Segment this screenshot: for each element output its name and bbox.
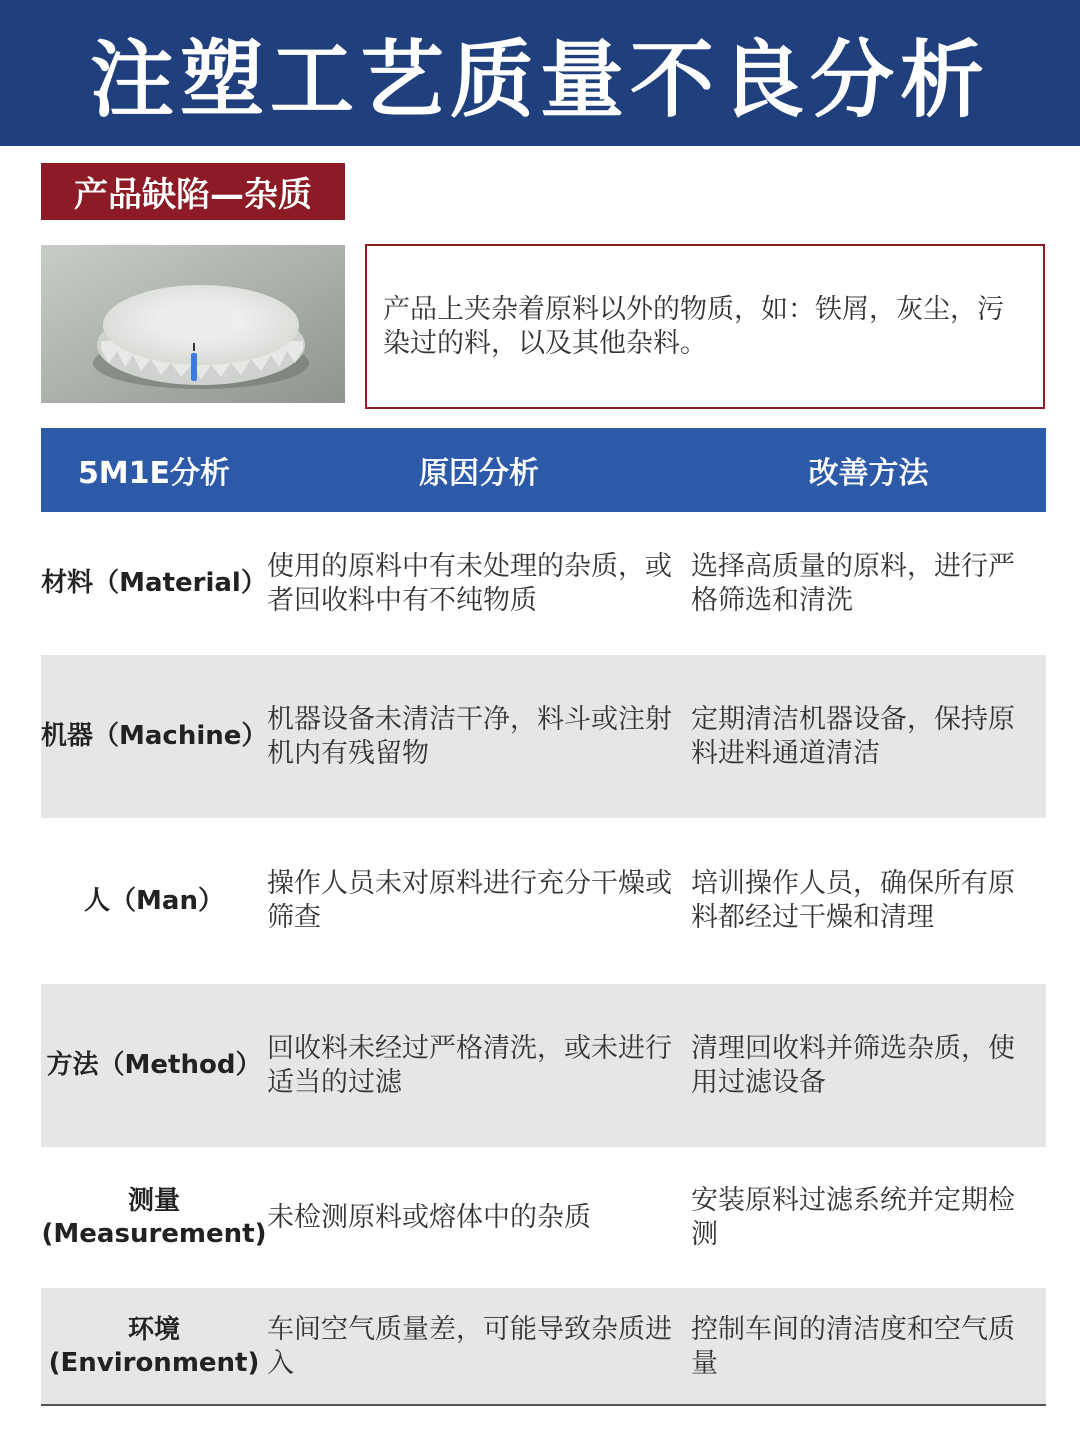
row-category-line1: 测量	[127, 1185, 180, 1216]
defect-tag: 产品缺陷—杂质	[41, 163, 345, 220]
gear-photo-icon	[41, 245, 345, 403]
page-title: 注塑工艺质量不良分析	[89, 30, 990, 129]
product-photo	[41, 245, 345, 403]
row-category-line2: (Measurement)	[41, 1218, 267, 1249]
row-cause: 未检测原料或熔体中的杂质	[267, 1201, 591, 1233]
table-row	[41, 1288, 1046, 1405]
row-category: 机器（Machine）	[41, 721, 268, 751]
row-improvement: 清理回收料并筛选杂质，使用过滤设备	[691, 1032, 1015, 1098]
row-improvement: 培训操作人员，确保所有原料都经过干燥和清理	[691, 868, 1015, 933]
row-category	[41, 1314, 267, 1380]
header-cause: 原因分析	[419, 456, 539, 491]
table-row	[41, 1147, 1046, 1288]
analysis-table	[41, 428, 1046, 1405]
row-improvement: 定期清洁机器设备，保持原料进料通道清洁	[691, 703, 1015, 769]
row-improvement: 安装原料过滤系统并定期检测	[691, 1184, 1015, 1250]
row-category: 材料（Material）	[41, 568, 267, 598]
table-row	[41, 984, 1046, 1147]
row-category: 方法（Method）	[46, 1050, 262, 1080]
header-5m1e: 5M1E分析	[77, 456, 231, 491]
table-header	[41, 428, 1046, 512]
row-category-line1: 环境	[127, 1314, 180, 1345]
defect-description: 产品上夹杂着原料以外的物质，如：铁屑，灰尘，污染过的料，以及其他杂料。	[383, 293, 1004, 359]
header-improvement: 改善方法	[808, 456, 929, 491]
table-row	[41, 655, 1046, 818]
row-category-line2: (Environment)	[48, 1347, 260, 1378]
row-category: 人（Man）	[84, 885, 224, 916]
row-category	[41, 1185, 267, 1251]
table-row	[41, 512, 1046, 655]
table-row	[41, 818, 1046, 984]
row-cause: 操作人员未对原料进行充分干燥或筛查	[267, 868, 672, 933]
defect-description-box	[365, 244, 1045, 409]
row-cause: 回收料未经过严格清洗，或未进行适当的过滤	[267, 1032, 672, 1098]
row-cause: 机器设备未清洁干净，料斗或注射机内有残留物	[267, 703, 672, 769]
row-improvement: 选择高质量的原料，进行严格筛选和清洗	[691, 550, 1015, 616]
row-cause: 车间空气质量差，可能导致杂质进入	[267, 1313, 672, 1379]
table-bottom-border	[41, 1404, 1046, 1406]
row-cause: 使用的原料中有未处理的杂质，或者回收料中有不纯物质	[267, 550, 672, 616]
row-improvement: 控制车间的清洁度和空气质量	[691, 1313, 1015, 1379]
page-header	[0, 0, 1080, 146]
